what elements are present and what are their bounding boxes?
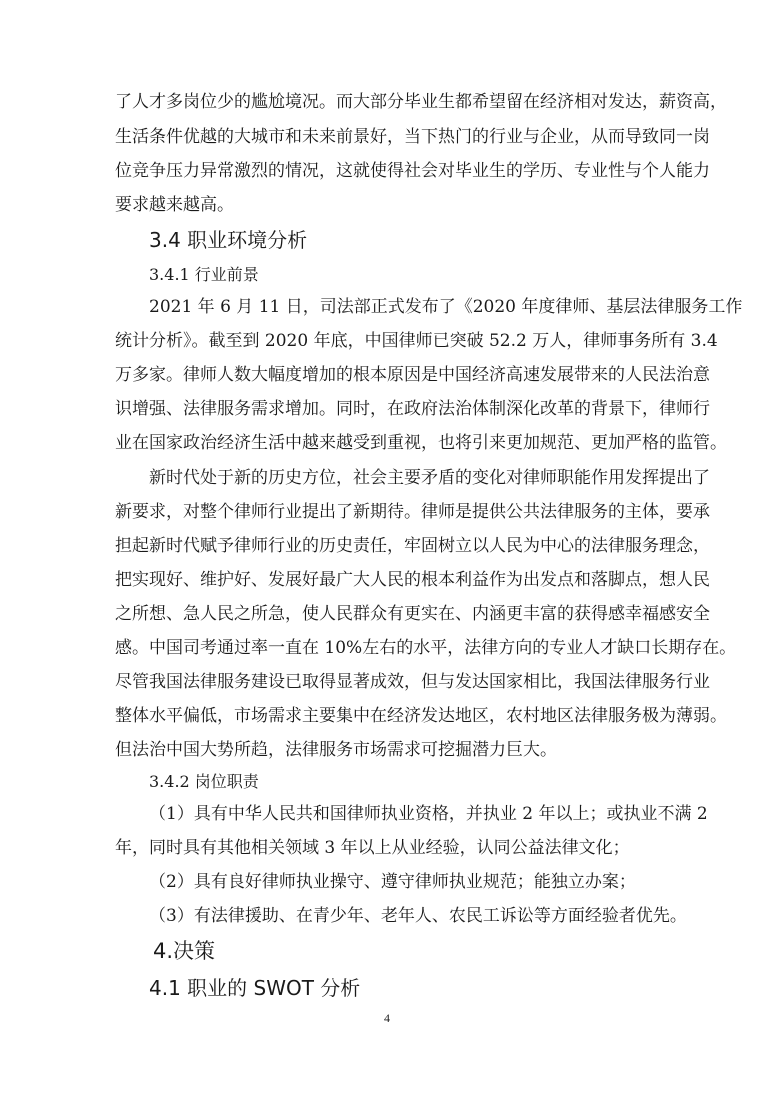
industry-para2-line-1: 新时代处于新的历史方位，社会主要矛盾的变化对律师职能作用发挥提出了: [149, 468, 710, 488]
industry-para2-line-5: 之所想、急人民之所急，使人民群众有更实在、内涵更丰富的获得感幸福感安全: [115, 604, 710, 624]
industry-para1-line-4: 识增强、法律服务需求增加。同时，在政府法治体制深化改革的背景下，律师行: [115, 399, 710, 419]
industry-para1-line-2: 统计分析》。截至到 2020 年底，中国律师已突破 52.2 万人，律师事务所有 3.4: [115, 331, 718, 351]
duty-item1-line-2: 年，同时具有其他相关领域 3 年以上从业经验，认同公益法律文化；: [115, 838, 630, 858]
industry-para1-line-5: 业在国家政治经济生活中越来越受到重视，也将引来更加规范、更加严格的监管。: [115, 433, 727, 453]
industry-para2-line-9: 但法治中国大势所趋，法律服务市场需求可挖掘潜力巨大。: [115, 740, 557, 760]
duty-item3: （3）有法律援助、在青少年、老年人、农民工诉讼等方面经验者优先。: [149, 906, 687, 926]
industry-para2-line-6: 感。中国司考通过率一直在 10%左右的水平，法律方向的专业人才缺口长期存在。: [115, 638, 737, 658]
intro-line-4: 要求越来越高。: [115, 195, 234, 215]
industry-para2-line-2: 新要求，对整个律师行业提出了新期待。律师是提供公共法律服务的主体，要承: [115, 502, 710, 522]
industry-para2-line-3: 担起新时代赋予律师行业的历史责任，牢固树立以人民为中心的法律服务理念，: [115, 536, 710, 556]
intro-line-1: 了人才多岗位少的尴尬境况。而大部分毕业生都希望留在经济相对发达，薪资高，: [115, 92, 727, 112]
industry-para2-line-7: 尽管我国法律服务建设已取得显著成效，但与发达国家相比，我国法律服务行业: [115, 672, 710, 692]
intro-line-2: 生活条件优越的大城市和未来前景好，当下热门的行业与企业，从而导致同一岗: [115, 127, 710, 147]
subsection-heading-3-4-2: 3.4.2 岗位职责: [149, 772, 259, 791]
duty-item1-line-1: （1）具有中华人民共和国律师执业资格，并执业 2 年以上；或执业不满 2: [149, 804, 708, 824]
section-heading-4-1: 4.1 职业的 SWOT 分析: [149, 976, 361, 1000]
industry-para2-line-8: 整体水平偏低，市场需求主要集中在经济发达地区，农村地区法律服务极为薄弱。: [115, 706, 727, 726]
page-number: 4: [384, 1011, 390, 1025]
section-heading-3-4: 3.4 职业环境分析: [149, 228, 308, 252]
section-heading-4: 4.决策: [153, 939, 216, 963]
industry-para1-line-3: 万多家。律师人数大幅度增加的根本原因是中国经济高速发展带来的人民法治意: [115, 365, 710, 385]
subsection-heading-3-4-1: 3.4.1 行业前景: [149, 265, 259, 284]
intro-line-3: 位竞争压力异常激烈的情况，这就使得社会对毕业生的学历、专业性与个人能力: [115, 161, 710, 181]
industry-para2-line-4: 把实现好、维护好、发展好最广大人民的根本利益作为出发点和落脚点，想人民: [115, 570, 710, 590]
duty-item2: （2）具有良好律师执业操守、遵守律师执业规范；能独立办案；: [149, 872, 636, 892]
industry-para1-line-1: 2021 年 6 月 11 日，司法部正式发布了《2020 年度律师、基层法律服务工作: [149, 297, 743, 317]
